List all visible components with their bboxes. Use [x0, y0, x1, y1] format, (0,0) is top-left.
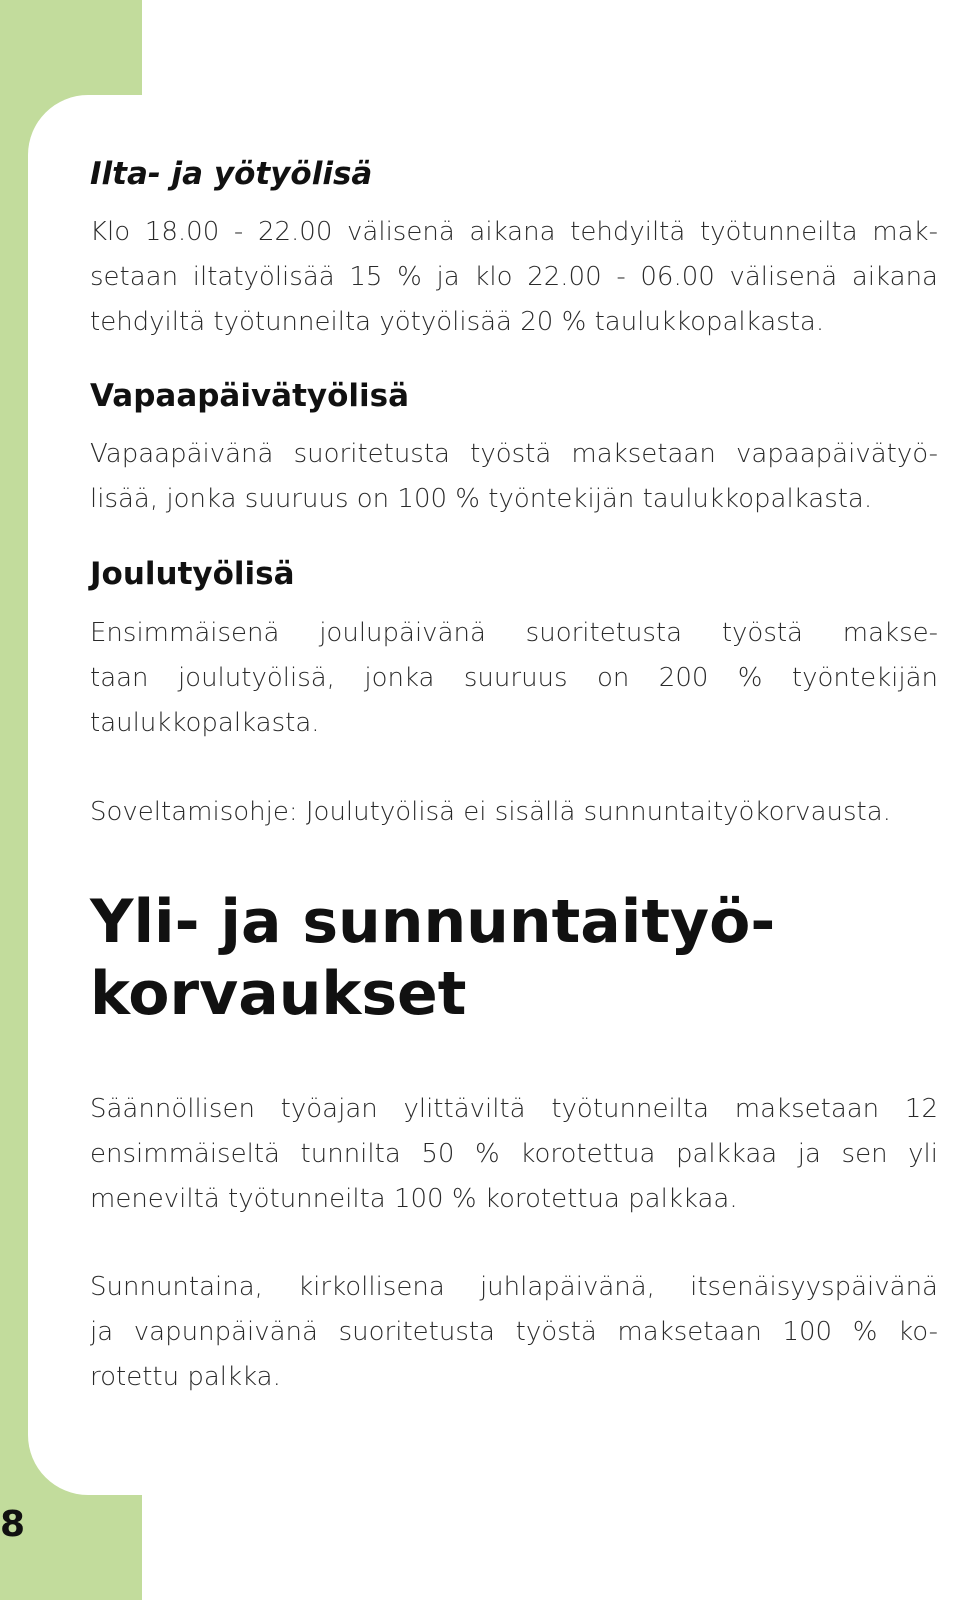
text-line: taulukkopalkasta.	[90, 708, 320, 738]
heading-day-off-allowance: Vapaapäivätyölisä	[90, 378, 410, 414]
text-line: Ensimmäisenä joulupäivänä suoritetusta työstä makse-	[90, 618, 938, 648]
text-line: Sunnuntaina, kirkollisena juhlapäivänä, itsenäisyyspäivänä	[90, 1272, 938, 1302]
title-line: korvaukset	[90, 959, 467, 1029]
title-line: Yli- ja sunnuntaityö-	[90, 887, 776, 957]
text-line: ja vapunpäivänä suoritetusta työstä maksetaan 100 % ko-	[90, 1317, 938, 1347]
text-line: setaan iltatyölisää 15 % ja klo 22.00 - 06.00 välisenä aikana	[90, 262, 938, 292]
text-line: rotettu palkka.	[90, 1362, 281, 1392]
paragraph-overtime	[90, 1087, 938, 1222]
text-line: taan joulutyölisä, jonka suuruus on 200 % työntekijän	[90, 663, 938, 693]
paragraph-evening-night-allowance	[90, 210, 938, 345]
page-number: 8	[0, 1504, 26, 1545]
text-line: Klo 18.00 - 22.00 välisenä aikana tehdyiltä työtunneilta mak-	[90, 217, 938, 247]
section-title-overtime-compensation	[90, 886, 775, 1030]
application-note	[90, 790, 938, 835]
text-line: ensimmäiseltä tunnilta 50 % korotettua palkkaa ja sen yli	[90, 1139, 938, 1169]
paragraph-christmas-allowance	[90, 611, 938, 746]
text-line: Vapaapäivänä suoritetusta työstä maksetaan vapaapäivätyö-	[90, 439, 938, 469]
text-line: Soveltamisohje: Joulutyölisä ei sisällä sunnuntaityökorvausta.	[90, 797, 891, 827]
heading-evening-night-allowance: Ilta- ja yötyölisä	[90, 156, 373, 192]
text-line: tehdyiltä työtunneilta yötyölisää 20 % taulukkopalkasta.	[90, 307, 825, 337]
text-line: lisää, jonka suuruus on 100 % työntekijän taulukkopalkasta.	[90, 484, 873, 514]
text-line: Säännöllisen työajan ylittäviltä työtunneilta maksetaan 12	[90, 1094, 938, 1124]
heading-christmas-allowance: Joulutyölisä	[90, 556, 295, 592]
text-line: meneviltä työtunneilta 100 % korotettua palkkaa.	[90, 1184, 738, 1214]
paragraph-sunday-holiday	[90, 1265, 938, 1400]
paragraph-day-off-allowance	[90, 432, 938, 522]
